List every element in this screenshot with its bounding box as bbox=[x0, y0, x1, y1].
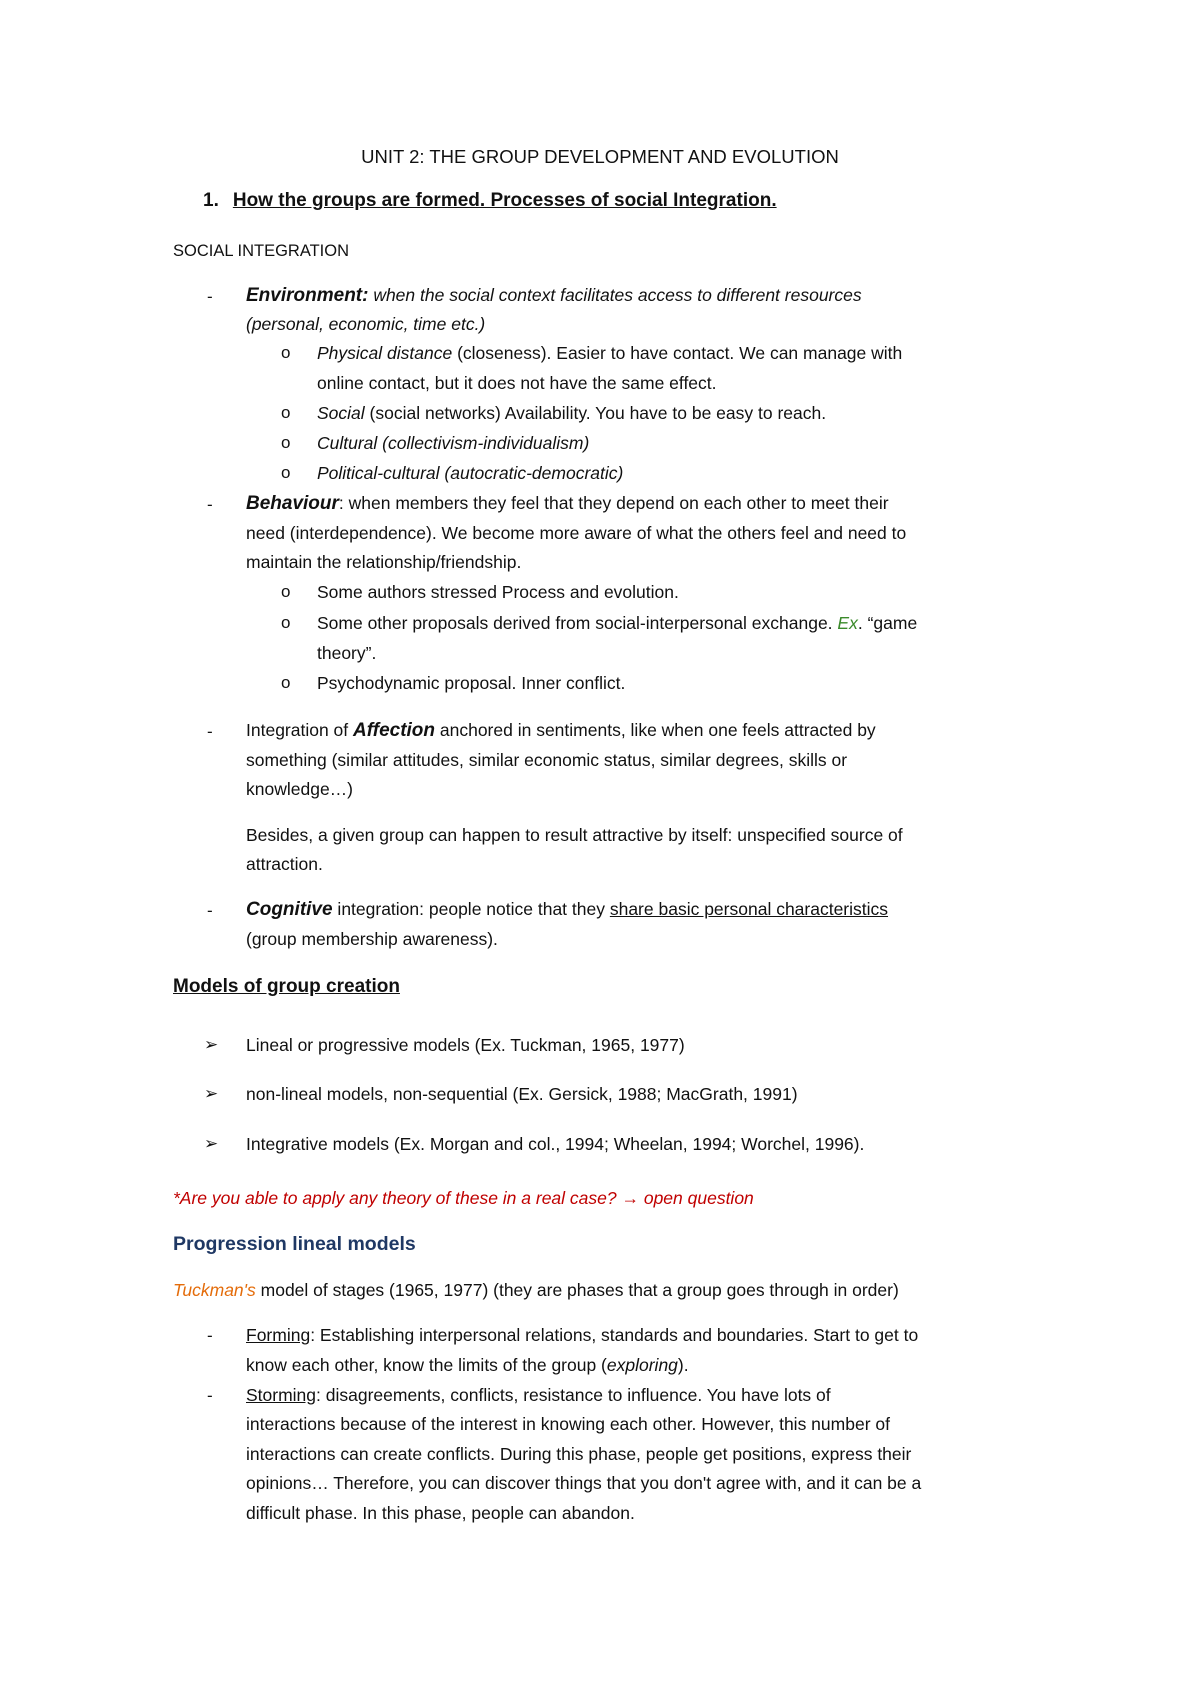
affection-text-cont: something (similar attitudes, similar economic status, similar degrees, skills or bbox=[246, 750, 848, 770]
cognitive-underlined: share basic personal characteristics bbox=[609, 899, 889, 919]
exchange-text-end: . “game bbox=[857, 613, 918, 633]
o-bullet-marker: o bbox=[281, 673, 291, 692]
dash-marker: - bbox=[207, 1386, 213, 1405]
environment-term: Environment: bbox=[246, 285, 369, 306]
storming-term: Storming bbox=[246, 1385, 317, 1405]
section-number: 1. bbox=[203, 190, 219, 211]
forming-term: Forming bbox=[246, 1325, 311, 1345]
behaviour-text: : when members they feel that they depend on each other to meet their bbox=[338, 493, 889, 513]
dash-marker: - bbox=[207, 1326, 213, 1345]
o-bullet-marker: o bbox=[281, 403, 291, 422]
section-heading-text: How the groups are formed. Processes of social Integration. bbox=[232, 190, 777, 211]
physical-distance-text: (closeness). Easier to have contact. We can manage with bbox=[452, 343, 903, 363]
progression-heading: Progression lineal models bbox=[173, 1233, 416, 1255]
tuckman-name: Tuckman's bbox=[173, 1280, 256, 1300]
exchange-text: Some other proposals derived from social-interpersonal exchange. bbox=[317, 613, 838, 633]
affection-term: Affection bbox=[353, 720, 436, 741]
model-item: non-lineal models, non-sequential (Ex. Gersick, 1988; MacGrath, 1991) bbox=[246, 1084, 798, 1104]
besides-paragraph: Besides, a given group can happen to result attractive by itself: unspecified source of bbox=[246, 825, 903, 845]
behaviour-sub-item: Some authors stressed Process and evolution. bbox=[317, 582, 679, 602]
o-bullet-marker: o bbox=[281, 433, 291, 452]
storming-text-cont: interactions can create conflicts. During this phase, people get positions, express their bbox=[246, 1444, 912, 1464]
dash-marker: - bbox=[207, 901, 213, 920]
behaviour-item bbox=[246, 492, 889, 515]
affection-item bbox=[246, 719, 876, 742]
social-integration-label: SOCIAL INTEGRATION bbox=[173, 242, 350, 260]
behaviour-text-cont: need (interdependence). We become more aware of what the others feel and need to bbox=[246, 523, 907, 543]
forming-item bbox=[246, 1324, 918, 1346]
open-question: *Are you able to apply any theory of these in a real case? → open question bbox=[173, 1188, 754, 1208]
model-item: Integrative models (Ex. Morgan and col., 1994; Wheelan, 1994; Worchel, 1996). bbox=[246, 1134, 865, 1154]
section-heading bbox=[203, 190, 777, 212]
forming-text: : Establishing interpersonal relations, standards and boundaries. Start to get to bbox=[310, 1325, 919, 1345]
storming-text-cont: difficult phase. In this phase, people can abandon. bbox=[246, 1503, 635, 1523]
social-text: (social networks) Availability. You have to be easy to reach. bbox=[364, 403, 827, 423]
dash-marker: - bbox=[207, 287, 213, 306]
affection-pre: Integration of bbox=[246, 720, 354, 740]
behaviour-sub-item bbox=[317, 612, 917, 634]
example-label: Ex bbox=[837, 613, 858, 633]
cognitive-item bbox=[246, 898, 888, 921]
o-bullet-marker: o bbox=[281, 613, 291, 632]
dash-marker: - bbox=[207, 495, 213, 514]
dash-marker: - bbox=[207, 722, 213, 741]
social-term: Social bbox=[317, 403, 365, 423]
behaviour-sub-item-cont: theory”. bbox=[317, 643, 377, 663]
cognitive-text-cont: (group membership awareness). bbox=[246, 929, 498, 949]
affection-text: anchored in sentiments, like when one feels attracted by bbox=[435, 720, 876, 740]
political-cultural-item: Political-cultural (autocratic-democratic) bbox=[317, 463, 624, 483]
o-bullet-marker: o bbox=[281, 582, 291, 601]
o-bullet-marker: o bbox=[281, 343, 291, 362]
page-title: UNIT 2: THE GROUP DEVELOPMENT AND EVOLUTION bbox=[361, 146, 839, 167]
storming-text-cont: interactions because of the interest in knowing each other. However, this number of bbox=[246, 1414, 890, 1434]
physical-distance-term: Physical distance bbox=[317, 343, 453, 363]
model-item: Lineal or progressive models (Ex. Tuckman, 1965, 1977) bbox=[246, 1035, 685, 1055]
storming-text-cont: opinions… Therefore, you can discover things that you don't agree with, and it can be a bbox=[246, 1473, 922, 1493]
forming-text-cont bbox=[246, 1354, 689, 1376]
environment-item bbox=[246, 284, 862, 307]
arrow-bullet-icon: ➢ bbox=[204, 1035, 219, 1054]
besides-paragraph-cont: attraction. bbox=[246, 854, 323, 874]
behaviour-sub-item: Psychodynamic proposal. Inner conflict. bbox=[317, 673, 626, 693]
affection-text-cont: knowledge…) bbox=[246, 779, 353, 799]
arrow-bullet-icon: ➢ bbox=[204, 1084, 219, 1103]
behaviour-text-cont: maintain the relationship/friendship. bbox=[246, 552, 522, 572]
forming-text-b: ). bbox=[677, 1355, 689, 1375]
forming-exploring: exploring bbox=[606, 1355, 678, 1375]
forming-text-a: know each other, know the limits of the group ( bbox=[246, 1355, 607, 1375]
tuckman-text: model of stages (1965, 1977) (they are phases that a group goes through in order) bbox=[255, 1280, 899, 1300]
models-heading: Models of group creation bbox=[173, 976, 400, 997]
cultural-item: Cultural (collectivism-individualism) bbox=[317, 433, 590, 453]
physical-distance-cont: online contact, but it does not have the same effect. bbox=[317, 373, 717, 393]
social-item bbox=[317, 402, 826, 424]
arrow-bullet-icon: ➢ bbox=[204, 1134, 219, 1153]
environment-def-cont: (personal, economic, time etc.) bbox=[246, 314, 486, 334]
storming-text: : disagreements, conflicts, resistance to influence. You have lots of bbox=[316, 1385, 831, 1405]
o-bullet-marker: o bbox=[281, 463, 291, 482]
environment-def: when the social context facilitates access to different resources bbox=[368, 285, 862, 305]
cognitive-term: Cognitive bbox=[246, 899, 333, 920]
behaviour-term: Behaviour bbox=[246, 493, 339, 514]
cognitive-text: integration: people notice that they bbox=[332, 899, 610, 919]
tuckman-paragraph bbox=[173, 1279, 899, 1301]
physical-distance-item bbox=[317, 342, 902, 364]
storming-item bbox=[246, 1384, 831, 1406]
